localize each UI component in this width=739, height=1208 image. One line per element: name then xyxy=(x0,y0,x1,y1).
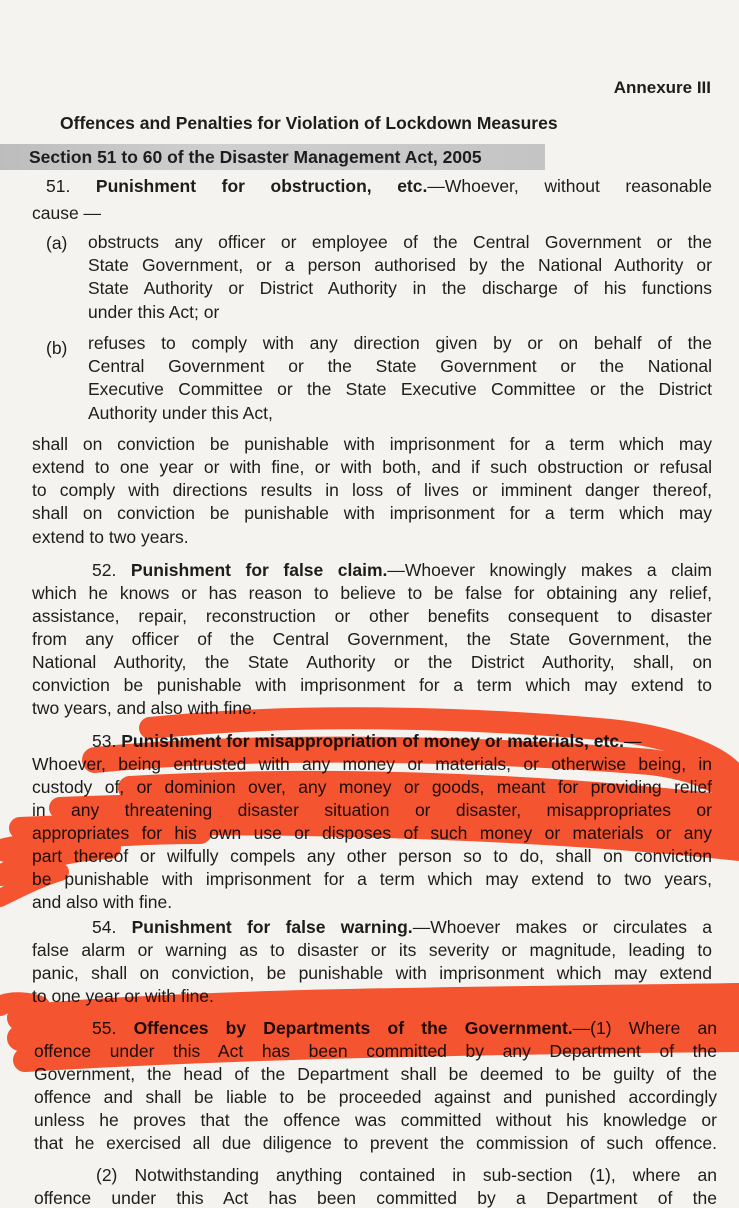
s51-item-b-line: refuses to comply with any direction given by or on behalf of the xyxy=(88,333,712,353)
s51-item-a-line: State Authority or District Authority in the discharge of his functions xyxy=(88,278,712,298)
s51-item-b-line: Central Government or the State Government or the National xyxy=(88,356,712,376)
s55-sub2-line: (2) Notwithstanding anything contained in sub-section (1), where an xyxy=(96,1165,717,1185)
s54-line: panic, shall on conviction, be punishable with imprisonment which may extend xyxy=(32,963,712,983)
s51-tail-line: extend to one year or with fine, or with both, and if such obstruction or refusal xyxy=(32,457,712,477)
s53-heading-line xyxy=(92,731,739,751)
s54-line: to one year or with fine. xyxy=(32,986,214,1006)
s55-line: offence and shall be liable to be proceeded against and punished accordingly xyxy=(34,1087,717,1107)
s51-tail-line: extend to two years. xyxy=(32,527,189,547)
s51-intro: —Whoever, without reasonable xyxy=(427,176,712,196)
s54-line: false alarm or warning as to disaster or its severity or magnitude, leading to xyxy=(32,940,712,960)
s53-number: 53. xyxy=(92,731,117,751)
s52-line: conviction be punishable with imprisonment for a term which may extend to xyxy=(32,675,712,695)
annexure-label: Annexure III xyxy=(613,78,711,97)
s55-line: offence under this Act has been committed by any Department of the xyxy=(34,1041,717,1061)
s55-heading: Offences by Departments of the Government. xyxy=(133,1018,573,1038)
s51-item-a-line: State Government, or a person authorised by the National Authority or xyxy=(88,255,712,275)
s54-heading-line xyxy=(92,917,712,937)
s54-heading: Punishment for false warning. xyxy=(131,917,413,937)
s53-line: part thereof or wilfully compels any other person so to do, shall on conviction xyxy=(32,846,712,866)
s51-number: 51. xyxy=(46,176,71,196)
s51-heading: Punishment for obstruction, etc. xyxy=(95,176,428,196)
s52-number: 52. xyxy=(92,560,117,580)
s55-number: 55. xyxy=(92,1018,117,1038)
s54-first: —Whoever makes or circulates a xyxy=(412,917,712,937)
s55-line: that he exercised all due diligence to prevent the commission of such offence. xyxy=(34,1133,717,1153)
s53-line: custody of, or dominion over, any money or goods, meant for providing relief xyxy=(32,777,712,797)
s51-item-a-label: (a) xyxy=(46,233,68,253)
s52-line: assistance, repair, reconstruction or other benefits consequent to disaster xyxy=(32,606,712,626)
s52-heading-line xyxy=(92,560,712,580)
s52-line: from any officer of the Central Government, the State Government, the xyxy=(32,629,712,649)
s51-tail-line: shall on conviction be punishable with imprisonment for a term which may xyxy=(32,434,712,454)
s53-line: Whoever, being entrusted with any money or materials, or otherwise being, in xyxy=(32,754,712,774)
section-heading: Section 51 to 60 of the Disaster Management Act, 2005 xyxy=(29,147,482,167)
s51-item-a-line: under this Act; or xyxy=(88,302,220,322)
s55-first: —(1) Where an xyxy=(572,1018,717,1038)
s52-line: National Authority, the State Authority or the District Authority, shall, on xyxy=(32,652,712,672)
s52-heading: Punishment for false claim. xyxy=(130,560,388,580)
s51-intro-line2: cause — xyxy=(32,203,102,223)
s55-line: unless he proves that the offence was committed without his knowledge or xyxy=(34,1110,717,1130)
document-title: Offences and Penalties for Violation of Lockdown Measures xyxy=(60,113,558,133)
s51-item-b-line: Authority under this Act, xyxy=(88,403,273,423)
s53-first: — xyxy=(623,731,642,751)
s52-first: —Whoever knowingly makes a claim xyxy=(387,560,712,580)
s53-line: and also with fine. xyxy=(32,892,173,912)
s55-line: Government, the head of the Department shall be deemed to be guilty of the xyxy=(34,1064,717,1084)
s52-line: two years, and also with fine. xyxy=(32,698,257,718)
s54-number: 54. xyxy=(92,917,117,937)
s51-item-a-line: obstructs any officer or employee of the Central Government or the xyxy=(88,232,712,252)
s53-line: appropriates for his own use or disposes of such money or materials or any xyxy=(32,823,712,843)
s53-line: be punishable with imprisonment for a term which may extend to two years, xyxy=(32,869,712,889)
s53-heading: Punishment for misappropriation of money or materials, etc. xyxy=(121,731,624,751)
s55-sub2-line: offence under this Act has been committed by a Department of the xyxy=(34,1188,717,1208)
s51-tail-line: shall on conviction be punishable with imprisonment for a term which may xyxy=(32,503,712,523)
s53-line: in any threatening disaster situation or disaster, misappropriates or xyxy=(32,800,712,820)
s51-tail-line: to comply with directions results in loss of lives or imminent danger thereof, xyxy=(32,480,712,500)
s52-line: which he knows or has reason to believe to be false for obtaining any relief, xyxy=(32,583,712,603)
s51-item-b-line: Executive Committee or the State Executive Committee or the District xyxy=(88,379,712,399)
s51-item-b-label: (b) xyxy=(46,338,68,358)
s55-heading-line xyxy=(92,1018,717,1038)
s51-heading-line xyxy=(46,176,712,196)
